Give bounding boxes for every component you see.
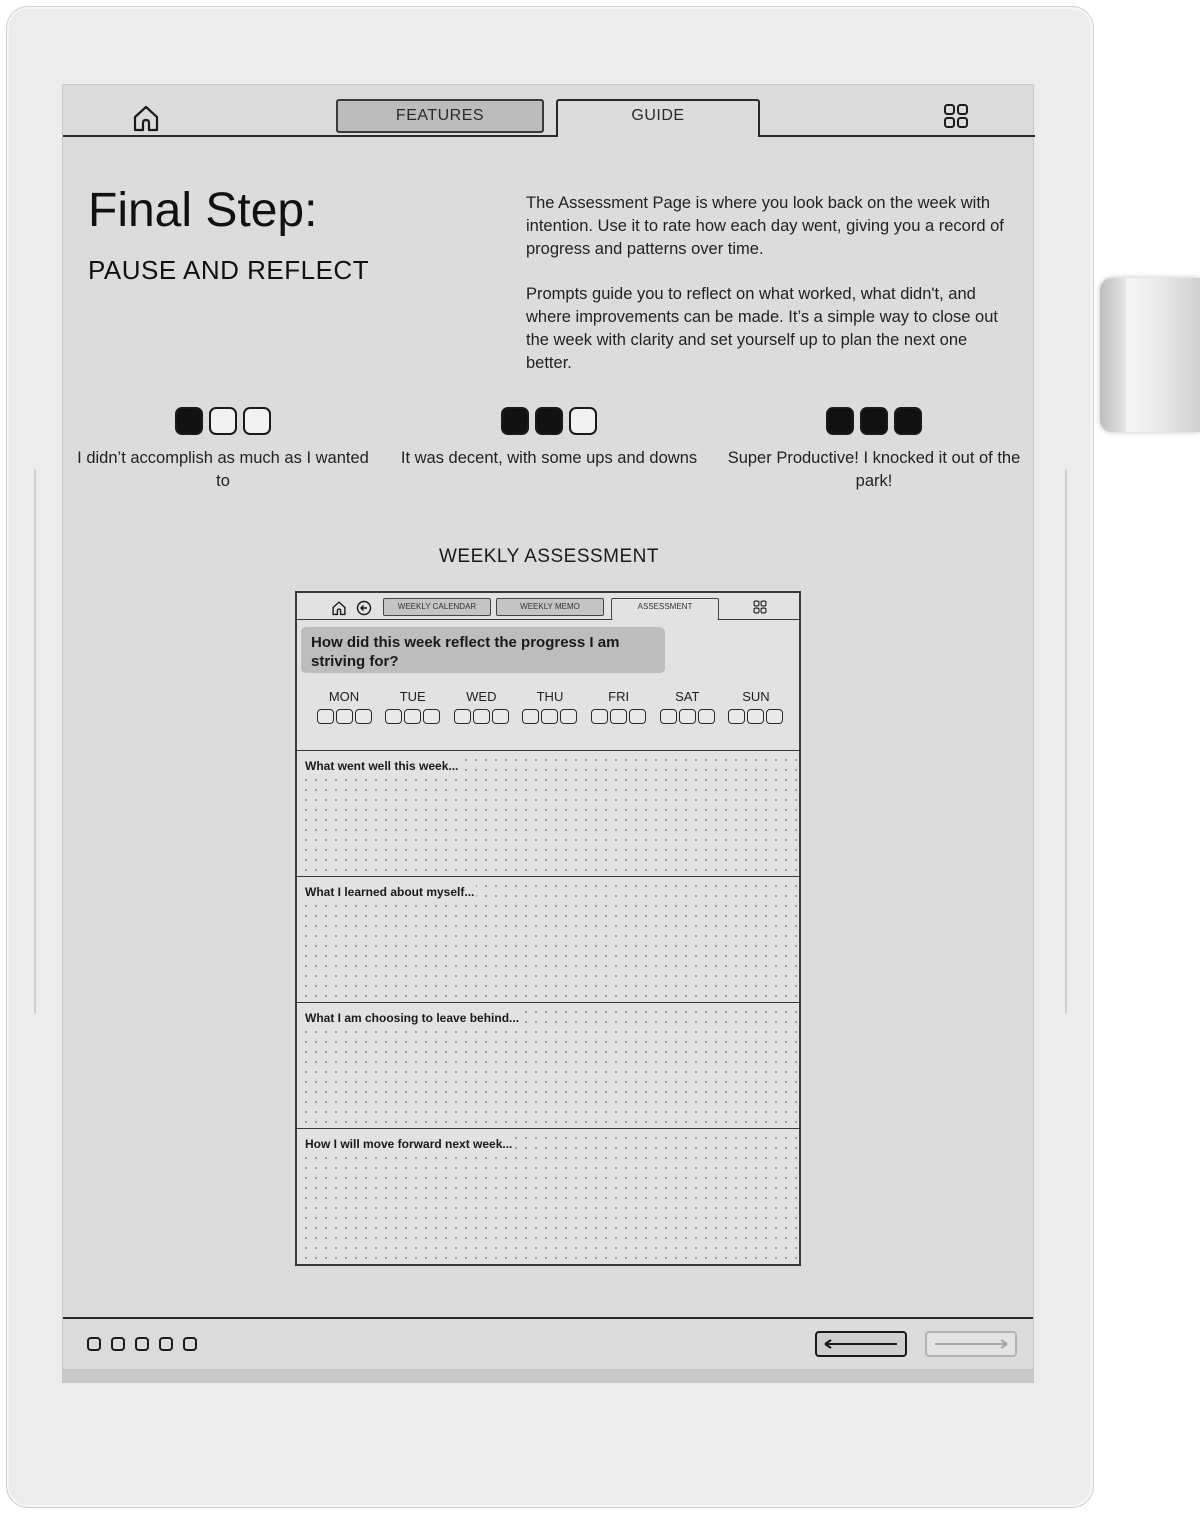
day-rating-squares xyxy=(727,709,785,724)
rating-square-empty xyxy=(569,407,597,435)
day-rating-squares xyxy=(315,709,373,724)
day-sun xyxy=(727,689,785,724)
device-edge-line-left xyxy=(34,469,36,1013)
preview-back-arrow-icon xyxy=(356,600,372,616)
description-paragraph-2: Prompts guide you to reflect on what worked, what didn't, and where improvements can be made. It’s a simple way to close out the week with clarity and set yourself up to plan the next one better. xyxy=(526,285,998,372)
description-paragraph-1: The Assessment Page is where you look back on the week with intention. Use it to rate how each day went, giving you a record of progress and patterns over time. xyxy=(526,194,1004,258)
bottom-navigation-bar xyxy=(63,1317,1033,1369)
day-sat xyxy=(658,689,716,724)
reflection-prompt: What I learned about myself... xyxy=(305,885,475,899)
assessment-question: How did this week reflect the progress I am striving for? xyxy=(301,627,665,673)
reflection-section-learned xyxy=(297,876,799,1002)
page-dot[interactable] xyxy=(87,1337,101,1351)
day-mon xyxy=(315,689,373,724)
arrow-right-icon xyxy=(927,1333,1015,1355)
rating-square-filled xyxy=(826,407,854,435)
preview-tab-weekly-calendar: WEEKLY CALENDAR xyxy=(383,598,491,616)
preview-tab-weekly-memo: WEEKLY MEMO xyxy=(496,598,604,616)
preview-home-icon xyxy=(331,600,347,616)
rating-label-high: Super Productive! I knocked it out of the park! xyxy=(727,449,1021,490)
rating-square-filled xyxy=(501,407,529,435)
tab-guide[interactable]: GUIDE xyxy=(556,99,760,137)
page-dot[interactable] xyxy=(183,1337,197,1351)
rating-square-empty xyxy=(209,407,237,435)
day-rating-squares xyxy=(590,709,648,724)
day-rating-squares xyxy=(521,709,579,724)
day-rating-squares xyxy=(452,709,510,724)
page-dot[interactable] xyxy=(135,1337,149,1351)
next-page-button[interactable] xyxy=(925,1331,1017,1357)
screen-bottom-edge xyxy=(63,1369,1033,1382)
day-label: SUN xyxy=(742,689,770,704)
day-rating-squares xyxy=(658,709,716,724)
rating-legend-high xyxy=(724,407,1024,493)
rating-squares-1 xyxy=(73,407,373,435)
day-thu xyxy=(521,689,579,724)
page-indicator xyxy=(87,1337,197,1351)
day-rating-row xyxy=(315,689,785,724)
stylus-pen xyxy=(1100,278,1200,432)
reflection-prompt: What I am choosing to leave behind... xyxy=(305,1011,520,1025)
page-title: Final Step: xyxy=(88,184,318,237)
reflection-section-leave-behind xyxy=(297,1002,799,1128)
day-label: MON xyxy=(328,689,360,704)
day-tue xyxy=(384,689,442,724)
day-fri xyxy=(590,689,648,724)
assessment-page-preview xyxy=(295,591,801,1266)
page-subtitle: PAUSE AND REFLECT xyxy=(88,255,370,285)
rating-square-filled xyxy=(535,407,563,435)
device-screen xyxy=(62,84,1034,1383)
grid-menu-icon[interactable] xyxy=(943,103,969,129)
home-icon[interactable] xyxy=(131,103,161,133)
day-label: TUE xyxy=(399,689,426,704)
rating-label-mid: It was decent, with some ups and downs xyxy=(400,449,698,467)
day-label: FRI xyxy=(608,689,630,704)
day-label: WED xyxy=(466,689,497,704)
arrow-left-icon xyxy=(817,1333,905,1355)
rating-legend-mid xyxy=(399,407,699,470)
rating-square-filled xyxy=(175,407,203,435)
preview-top-bar xyxy=(297,593,799,620)
reflection-section-went-well xyxy=(297,750,799,876)
rating-square-filled xyxy=(860,407,888,435)
reflection-prompt: What went well this week... xyxy=(305,759,459,773)
device-edge-line-right xyxy=(1065,469,1067,1013)
tab-features[interactable]: FEATURES xyxy=(336,99,544,133)
day-label: THU xyxy=(536,689,564,704)
preview-grid-icon xyxy=(753,600,767,614)
day-label: SAT xyxy=(675,689,700,704)
top-navigation-bar xyxy=(63,85,1035,137)
rating-legend-low xyxy=(73,407,373,493)
rating-squares-3 xyxy=(724,407,1024,435)
preview-tab-assessment: ASSESSMENT xyxy=(611,598,719,620)
previous-page-button[interactable] xyxy=(815,1331,907,1357)
day-rating-squares xyxy=(384,709,442,724)
reflection-section-move-forward xyxy=(297,1128,799,1264)
rating-label-low: I didn’t accomplish as much as I wanted to xyxy=(77,449,369,490)
page-dot[interactable] xyxy=(159,1337,173,1351)
rating-square-empty xyxy=(243,407,271,435)
page-dot[interactable] xyxy=(111,1337,125,1351)
reflection-prompt: How I will move forward next week... xyxy=(305,1137,513,1151)
weekly-assessment-label: WEEKLY ASSESSMENT xyxy=(438,546,660,567)
rating-square-filled xyxy=(894,407,922,435)
day-wed xyxy=(452,689,510,724)
rating-squares-2 xyxy=(399,407,699,435)
